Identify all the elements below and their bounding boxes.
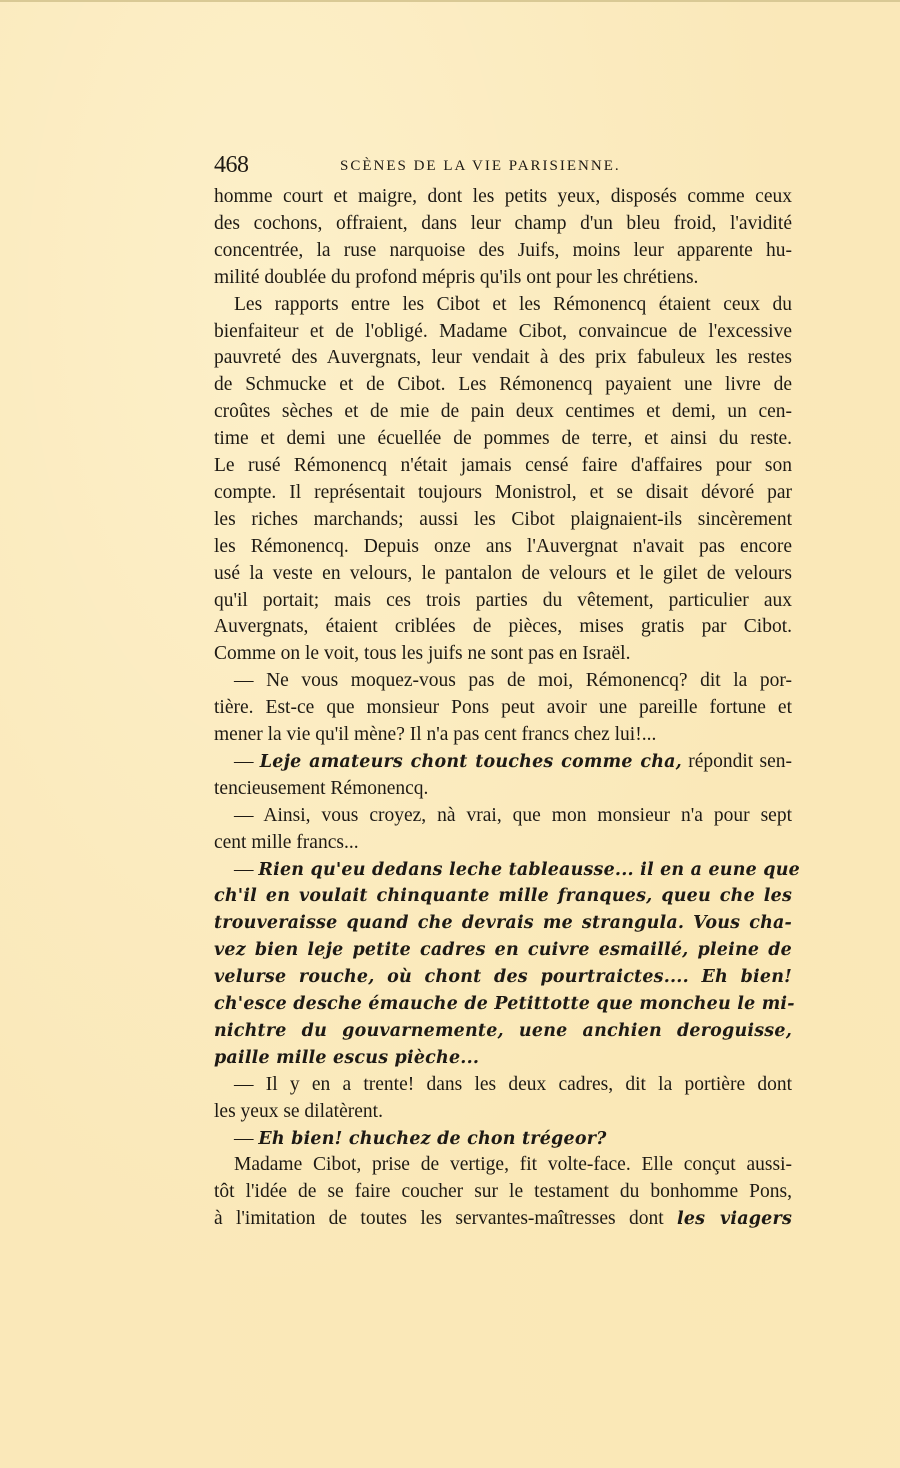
- italic-text-segment: ch'esce desche émauche de Petittotte que moncheu le mi-: [214, 994, 795, 1014]
- text-line: [214, 694, 792, 721]
- text-line: [214, 640, 792, 667]
- italic-text-segment: Leje amateurs chont touches comme cha,: [259, 751, 682, 772]
- text-segment: compte. Il représentait toujours Monistrol, et se disait dévoré par: [214, 481, 792, 503]
- text-line: [214, 452, 792, 479]
- page-number: 468: [214, 152, 249, 178]
- text-line: [214, 479, 792, 506]
- text-line: [214, 721, 792, 748]
- text-segment: — Ainsi, vous croyez, nà vrai, que mon monsieur n'a pour sept: [234, 804, 792, 826]
- text-line: [214, 1044, 792, 1071]
- text-segment: tencieusement Rémonencq.: [214, 777, 429, 799]
- text-line: [214, 183, 792, 210]
- text-line: [214, 613, 792, 640]
- text-segment: cent mille francs...: [214, 831, 359, 853]
- text-segment: de Schmucke et de Cibot. Les Rémonencq payaient une livre de: [214, 374, 792, 396]
- text-line: [214, 264, 792, 291]
- page-top-edge: [0, 0, 900, 2]
- text-line: [214, 291, 792, 318]
- italic-text-segment: Eh bien! chuchez de chon trégeor?: [258, 1128, 607, 1149]
- text-segment: Le rusé Rémonencq n'était jamais censé faire d'affaires pour son: [214, 455, 792, 476]
- page-header: [214, 152, 792, 182]
- text-segment: —: [234, 750, 260, 772]
- text-line: [214, 936, 792, 963]
- text-line: [214, 344, 792, 371]
- text-line: [214, 856, 800, 883]
- text-line: [214, 667, 792, 694]
- text-segment: les Rémonencq. Depuis onze ans l'Auvergnat n'avait pas encore: [214, 535, 792, 557]
- text-line: [214, 909, 792, 936]
- text-segment: usé la veste en velours, le pantalon de velours et le gilet de velours: [214, 562, 792, 584]
- text-line: [214, 560, 792, 587]
- text-line: [214, 237, 792, 264]
- text-line: [214, 882, 792, 909]
- italic-text-segment: les viagers: [677, 1209, 792, 1230]
- text-segment: time et demi une écuellée de pommes de terre, et ainsi du reste.: [214, 428, 792, 450]
- text-segment: Madame Cibot, prise de vertige, fit volte-face. Elle conçut aussi-: [234, 1154, 792, 1176]
- text-segment: qu'il portait; mais ces trois parties du vêtement, particulier aux: [214, 589, 792, 611]
- italic-text-segment: paille mille escus pièche...: [214, 1047, 480, 1068]
- text-line: [214, 1178, 792, 1205]
- text-line: [214, 371, 792, 398]
- text-segment: tôt l'idée de se faire coucher sur le testament du bonhomme Pons,: [214, 1181, 792, 1203]
- text-segment: des cochons, offraient, dans leur champ d'un bleu froid, l'avidité: [214, 212, 792, 234]
- text-segment: à l'imitation de toutes les servantes-maîtresses dont: [214, 1208, 677, 1230]
- text-segment: les riches marchands; aussi les Cibot plaignaient-ils sincèrement: [214, 508, 792, 530]
- text-line: [214, 829, 792, 856]
- text-segment: — Ne vous moquez-vous pas de moi, Rémonencq? dit la por-: [234, 670, 792, 692]
- text-line: [214, 587, 792, 614]
- text-line: [214, 1125, 792, 1152]
- text-line: [214, 1017, 792, 1044]
- text-segment: homme court et maigre, dont les petits yeux, disposés comme ceux: [214, 186, 792, 207]
- text-segment: — Il y en a trente! dans les deux cadres, dit la portière dont: [234, 1073, 792, 1095]
- text-segment: Auvergnats, étaient criblées de pièces, mises gratis par Cibot.: [214, 616, 792, 638]
- text-segment: mener la vie qu'il mène? Il n'a pas cent francs chez lui!...: [214, 724, 657, 745]
- text-segment: tière. Est-ce que monsieur Pons peut avoir une pareille fortune et: [214, 697, 792, 719]
- italic-text-segment: Rien qu'eu dedans leche tableausse... il en a eune que: [258, 859, 800, 880]
- text-segment: Comme on le voit, tous les juifs ne sont pas en Israël.: [214, 643, 631, 665]
- text-segment: Les rapports entre les Cibot et les Rémonencq étaient ceux du: [234, 293, 792, 315]
- italic-text-segment: trouveraisse quand che devrais me strangula. Vous cha-: [214, 913, 792, 934]
- italic-text-segment: nichtre du gouvarnemente, uene anchien deroguisse,: [214, 1020, 792, 1041]
- text-line: [214, 1071, 792, 1098]
- text-segment: répondit sen-: [681, 750, 792, 772]
- text-line: [214, 533, 792, 560]
- text-segment: pauvreté des Auvergnats, leur vendait à des prix fabuleux les restes: [214, 347, 792, 369]
- text-line: [214, 963, 792, 990]
- text-segment: milité doublée du profond mépris qu'ils ont pour les chrétiens.: [214, 266, 699, 288]
- text-segment: les yeux se dilatèrent.: [214, 1100, 383, 1122]
- text-line: [214, 425, 792, 452]
- text-segment: croûtes sèches et de mie de pain deux centimes et demi, un cen-: [214, 401, 792, 423]
- text-segment: —: [234, 858, 259, 880]
- text-line: [214, 210, 792, 237]
- text-segment: bienfaiteur et de l'obligé. Madame Cibot, convaincue de l'excessive: [214, 320, 792, 342]
- italic-text-segment: vez bien leje petite cadres en cuivre esmaillé, pleine de: [214, 940, 792, 961]
- running-head: SCÈNES DE LA VIE PARISIENNE.: [340, 158, 621, 174]
- text-line: [214, 1098, 792, 1125]
- text-line: [214, 1151, 792, 1178]
- text-line: [214, 802, 792, 829]
- italic-text-segment: velurse rouche, où chont des pourtraictes.... Eh bien!: [214, 967, 792, 988]
- text-line: [214, 398, 792, 425]
- text-segment: —: [234, 1127, 259, 1149]
- text-line: [214, 775, 792, 802]
- italic-text-segment: ch'il en voulait chinquante mille franques, queu che les: [214, 886, 792, 907]
- text-line: [214, 506, 792, 533]
- text-line: [214, 748, 792, 775]
- text-line: [214, 1205, 792, 1232]
- text-line: [214, 318, 792, 345]
- text-segment: concentrée, la ruse narquoise des Juifs, moins leur apparente hu-: [214, 239, 792, 261]
- text-line: [214, 990, 795, 1017]
